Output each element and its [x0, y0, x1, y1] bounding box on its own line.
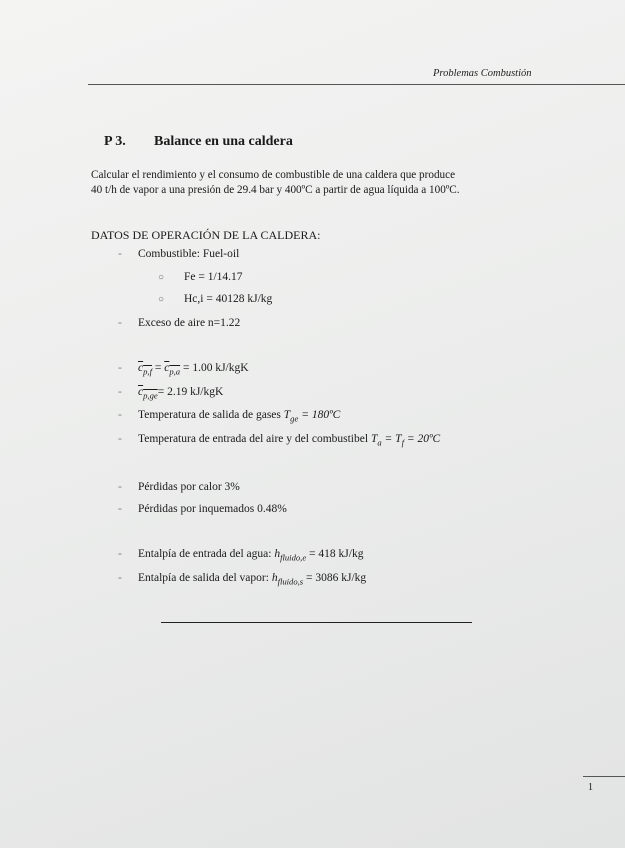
air-temp-symbol: $T_a$ — [370, 433, 382, 448]
cp-fuel-symbol: $c_{p,f}$ — [138, 362, 152, 377]
dash-bullet: - — [118, 317, 122, 329]
steam-enthalpy-symbol: $h_{fluido,s}$ — [271, 572, 304, 587]
footer-rule — [583, 776, 625, 777]
section-title: DATOS DE OPERACIÓN DE LA CALDERA: — [91, 228, 321, 242]
water-enthalpy-symbol: $h_{fluido,e}$ — [274, 548, 307, 563]
list-item-excess-air — [118, 317, 240, 329]
list-item-fe — [158, 271, 243, 283]
running-head: Problemas Combustión — [433, 68, 532, 79]
list-item-water-enthalpy — [118, 548, 363, 562]
circle-bullet: ○ — [158, 272, 165, 283]
dash-bullet: - — [118, 548, 122, 560]
fuel-text: Combustible: Fuel-oil — [138, 248, 240, 260]
steam-enthalpy-text: Entalpía de salida del vapor: — [138, 572, 272, 584]
dash-bullet: - — [118, 362, 122, 374]
water-enthalpy-value: = 418 kJ/kg — [306, 548, 364, 560]
cp-gases-symbol: $c_{p,ge}$ — [138, 386, 158, 401]
cp-gases-value: = 2.19 kJ/kgK — [157, 386, 224, 398]
heat-loss-text: Pérdidas por calor 3% — [138, 481, 240, 493]
dash-bullet: - — [118, 409, 122, 421]
inlet-temp-text: Temperatura de entrada del aire y del combustibel — [138, 433, 371, 445]
end-rule — [161, 622, 472, 623]
list-item-gas-outlet-temp — [118, 409, 340, 423]
problem-number: P 3. — [104, 134, 126, 149]
list-item-unburned-loss — [118, 503, 287, 515]
list-item-steam-enthalpy — [118, 572, 366, 586]
gas-temp-text: Temperatura de salida de gases — [138, 409, 284, 421]
unburned-loss-text: Pérdidas por inquemados 0.48% — [138, 503, 287, 515]
list-item-inlet-temp — [118, 433, 440, 447]
excess-air-text: Exceso de aire n=1.22 — [138, 317, 241, 329]
dash-bullet: - — [118, 248, 122, 260]
dash-bullet: - — [118, 433, 122, 445]
cp-air-symbol: $c_{p,a}$ — [164, 362, 181, 377]
cp-fuel-air-value: = 1.00 kJ/kgK — [180, 362, 249, 374]
statement-line-2: 40 t/h de vapor a una presión de 29.4 bar y 400ºC a partir de agua líquida a 100ºC. — [91, 183, 460, 196]
list-item-fuel — [118, 248, 239, 260]
statement-line-1: Calcular el rendimiento y el consumo de combustible de una caldera que produce — [91, 169, 456, 181]
problem-title — [104, 134, 293, 150]
cp-equals: = — [151, 362, 165, 374]
hci-text: Hc,i = 40128 kJ/kg — [184, 293, 273, 305]
steam-enthalpy-value: = 3086 kJ/kg — [303, 572, 367, 584]
circle-bullet: ○ — [158, 294, 165, 305]
header-rule — [88, 84, 625, 85]
problem-title-text: Balance en una caldera — [154, 134, 293, 149]
list-item-cp-fuel-air — [118, 362, 249, 376]
inlet-temp-equals: = — [381, 433, 396, 445]
dash-bullet: - — [118, 386, 122, 398]
dash-bullet: - — [118, 572, 122, 584]
gas-temp-symbol: $T_{ge}$ — [283, 409, 299, 424]
list-item-cp-gases — [118, 386, 223, 400]
page-number: 1 — [588, 782, 593, 793]
list-item-heat-loss — [118, 481, 240, 493]
dash-bullet: - — [118, 503, 122, 515]
gas-temp-value: = 180ºC — [298, 409, 341, 421]
inlet-temp-value: = 20ºC — [403, 433, 441, 445]
fuel-temp-symbol: $T_f$ — [395, 433, 404, 448]
list-item-hci — [158, 293, 272, 305]
problem-statement — [91, 168, 561, 197]
fe-text: Fe = 1/14.17 — [184, 271, 243, 283]
water-enthalpy-text: Entalpía de entrada del agua: — [138, 548, 275, 560]
dash-bullet: - — [118, 481, 122, 493]
